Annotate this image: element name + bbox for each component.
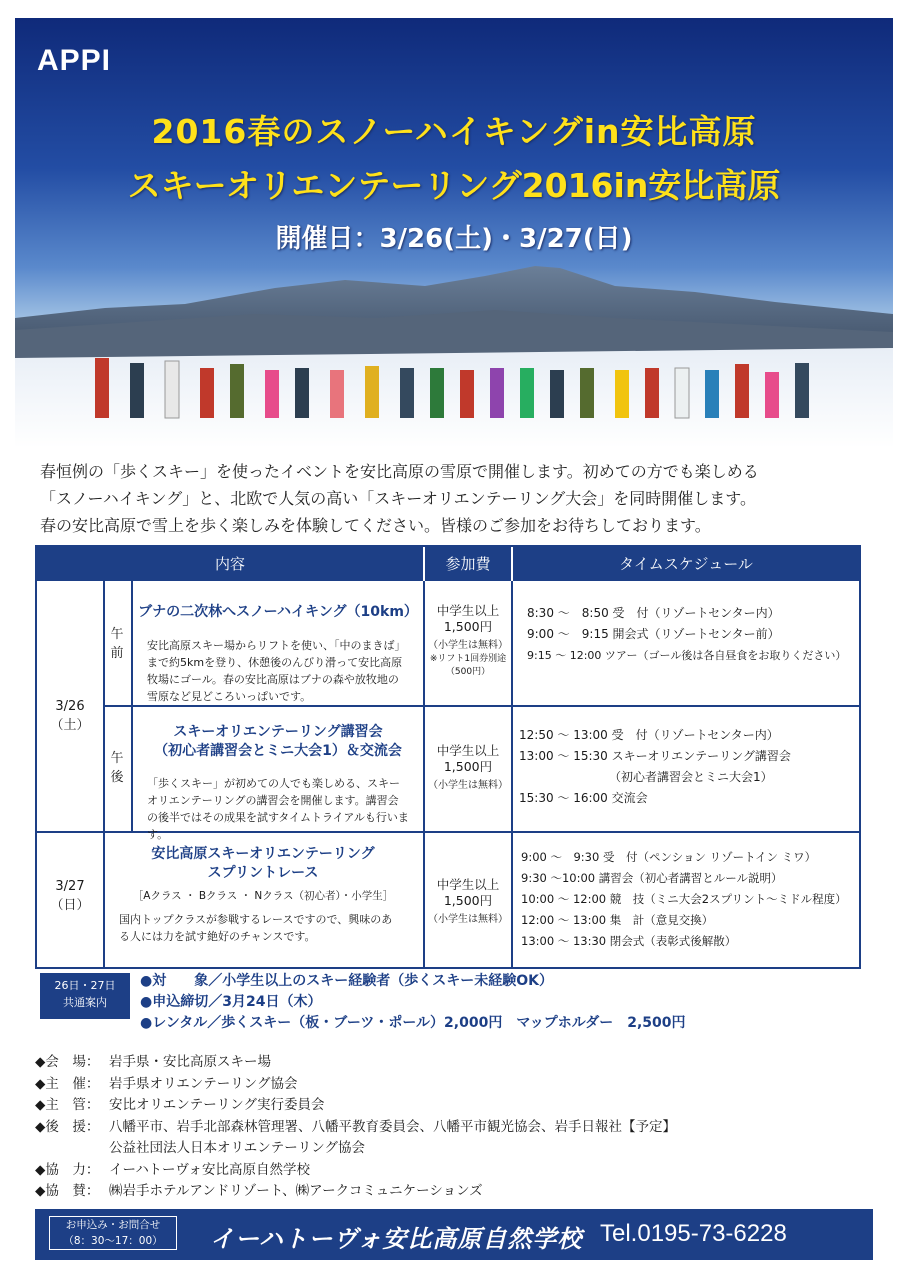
common-line: ●申込締切／3月24日（木） [140,994,322,1010]
event-title-line2: スキーオリエンテーリング2016in安比高原 [127,166,781,205]
schedule-row: 9:30 ～10:00 講習会（初心者講習とルール説明） [521,871,783,885]
info-value: 岩手県オリエンテーリング協会 [109,1075,298,1092]
event2-schedule [519,725,857,809]
event1-schedule [527,603,857,666]
contact-footer [35,1209,873,1260]
divider [511,581,513,967]
event1-description: 安比高原スキー場からリフトを使い、「中のまきば」 まで約5kmを登り、休憩後のんびり滑って安比高原 牧場にゴール。春の安比高原はブナの森や放牧地の 雪原など見どころいっぱいです。 [147,639,406,703]
info-key: ◆協 力： [35,1161,100,1178]
header-fee: 参加費 [425,547,511,581]
info-value: ㈱岩手ホテルアンドリゾート、㈱アークコミュニケーションズ [109,1183,483,1199]
day-label-327: 3/27 （日） [50,879,90,913]
event2-fee: 中学生以上 1,500円 [436,743,500,774]
event3-classes: ［Aクラス ・ Bクラス ・ Nクラス（初心者）・小学生］ [132,890,394,902]
event2-title: スキーオリエンテーリング講習会 （初心者講習会とミニ大会1）＆交流会 [154,724,402,759]
info-value: 八幡平市、岩手北部森林管理署、八幡平教育委員会、八幡平市観光協会、岩手日報社【予定】 [109,1118,676,1135]
event1-lift-note: ※リフト1回券別途 （500円） [429,654,507,677]
common-line: ●対 象／小学生以上のスキー経験者（歩くスキー未経験OK） [140,973,553,989]
info-row [35,1095,676,1117]
info-value: 岩手県・安比高原スキー場 [109,1054,271,1070]
info-value: 公益社団法人日本オリエンテーリング協会 [109,1140,365,1156]
info-value: 安比オリエンテーリング実行委員会 [109,1097,325,1113]
schedule-row: （初心者講習会とミニ大会1） [519,770,773,784]
day-label-326: 3/26 （土） [50,699,90,733]
info-key: ◆協 賛： [35,1183,100,1199]
event1-fee: 中学生以上 1,500円 [436,603,500,634]
header-schedule: タイムスケジュール [513,547,859,581]
event1-fee-note: （小学生は無料） [428,640,508,651]
event3-fee-note: （小学生は無料） [428,914,508,925]
info-key: ◆主 管： [35,1097,100,1113]
schedule-row: 8:30 ～ 8:50 受 付（リゾートセンター内） [527,606,780,620]
info-row [35,1117,676,1139]
info-row [35,1181,676,1203]
header-content: 内容 [37,547,423,581]
event-date: 開催日：3/26(土)・3/27(日) [275,224,633,254]
event1-title: ブナの二次林へスノーハイキング（10km） [138,604,418,620]
schedule-row: 13:00 ～ 13:30 閉会式（表彰式後解散） [521,934,737,948]
event2-fee-note: （小学生は無料） [428,780,508,791]
am-label: 午 前 [110,627,124,661]
info-key: ◆会 場： [35,1054,100,1070]
intro-line: 春恒例の「歩くスキー」を使ったイベントを安比高原の雪原で開催します。初めての方でも楽しめる [40,462,759,481]
schedule-row: 9:00 ～ 9:30 受 付（ペンション リゾートイン ミワ） [521,850,817,864]
info-key: ◆主 催： [35,1075,100,1092]
intro-text [40,458,890,539]
organizer-info [35,1052,676,1203]
event3-title: 安比高原スキーオリエンテーリング スプリントレース [151,846,375,881]
info-row [35,1074,676,1096]
event3-fee: 中学生以上 1,500円 [436,877,500,908]
schedule-row: 13:00 ～ 15:30 スキーオリエンテーリング講習会 [519,749,791,763]
appi-logo: APPI [37,44,112,77]
event3-schedule [521,847,857,952]
event-title-line1: 2016春のスノーハイキングin安比高原 [151,112,757,151]
schedule-row: 9:15 ～ 12:00 ツアー（ゴール後は各自昼食をお取りください） [527,649,847,662]
divider [103,705,859,707]
schedule-row: 9:00 ～ 9:15 開会式（リゾートセンター前） [527,627,780,641]
event3-description: 国内トップクラスが参戦するレースですので、興味のあ る人には力を試す絶好のチャンスです。 [119,913,393,943]
info-row [35,1138,676,1160]
hero-banner [15,18,893,448]
info-value: イーハトーヴォ安比高原自然学校 [109,1161,311,1178]
phone-number[interactable]: Tel.0195-73-6228 [600,1220,787,1247]
event2-description: 「歩くスキー」が初めての人でも楽しめる、スキー オリエンテーリングの講習会を開催します。講習会 の後半ではその成果を試すタイムトライアルも行います。 [147,777,409,841]
organization-name: イーハトーヴォ安比高原自然学校 [210,1225,583,1253]
info-row [35,1052,676,1074]
pm-label: 午 後 [110,751,124,785]
schedule-row: 12:50 ～ 13:00 受 付（リゾートセンター内） [519,728,779,742]
intro-line: 「スノーハイキング」と、北欧で人気の高い「スキーオリエンテーリング大会」を同時開催します。 [40,489,757,508]
schedule-row: 12:00 ～ 13:00 集 計（意見交換） [521,913,714,927]
schedule-table [35,545,861,969]
info-key: ◆後 援： [35,1118,100,1135]
schedule-row: 15:30 ～ 16:00 交流会 [519,791,648,805]
intro-line: 春の安比高原で雪上を歩く楽しみを体験してください。皆様のご参加をお待ちしております。 [40,516,711,535]
common-info [140,971,686,1034]
common-line: ●レンタル／歩くスキー（板・ブーツ・ポール）2,000円 マップホルダー 2,500円 [140,1015,686,1031]
common-info-tag: 26日・27日 共通案内 [40,973,130,1019]
contact-hours-tag: お申込み・お問合せ （8：30～17：00） [49,1216,177,1250]
schedule-row: 10:00 ～ 12:00 競 技（ミニ大会2スプリント～ミドル程度） [521,892,847,906]
info-row [35,1160,676,1182]
